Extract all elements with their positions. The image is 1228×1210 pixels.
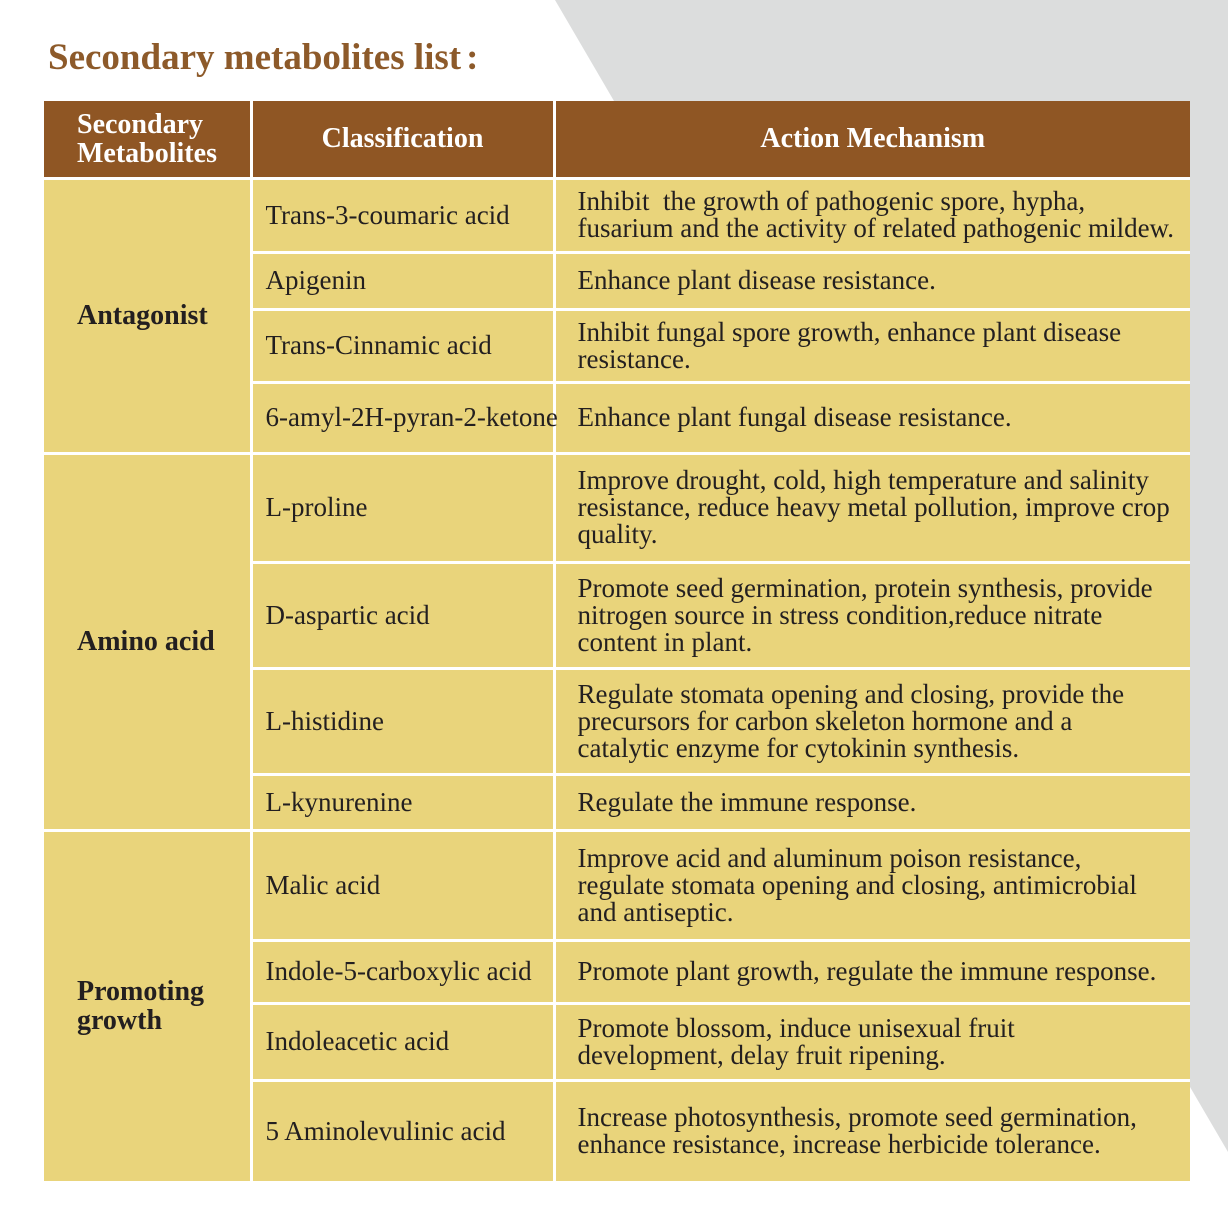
classification-cell: D-aspartic acid (251, 562, 554, 668)
table-row (44, 178, 1190, 252)
mechanism-cell: Promote seed germination, protein synthesis, provide nitrogen source in stress condition,reduce nitrate content in plant. (554, 562, 1190, 668)
mechanism-cell: Regulate stomata opening and closing, provide the precursors for carbon skeleton hormone and a catalytic enzyme for cytokinin synthesis. (554, 668, 1190, 774)
metabolites-table (44, 101, 1190, 1181)
classification-cell: Apigenin (251, 252, 554, 309)
mechanism-cell: Improve drought, cold, high temperature and salinity resistance, reduce heavy metal pollution, improve crop quality. (554, 453, 1190, 562)
group-label: Amino acid (44, 453, 251, 830)
classification-cell: L-histidine (251, 668, 554, 774)
classification-cell: Indole-5-carboxylic acid (251, 940, 554, 1003)
group-label: Promoting growth (44, 830, 251, 1181)
mechanism-cell: Inhibit fungal spore growth, enhance plant disease resistance. (554, 309, 1190, 382)
classification-cell: 5 Aminolevulinic acid (251, 1080, 554, 1181)
table-row (44, 453, 1190, 562)
mechanism-cell: Promote plant growth, regulate the immune response. (554, 940, 1190, 1003)
classification-cell: L-proline (251, 453, 554, 562)
classification-cell: Malic acid (251, 830, 554, 940)
title-colon (461, 36, 481, 80)
mechanism-cell: Improve acid and aluminum poison resistance, regulate stomata opening and closing, antimicrobial and antiseptic. (554, 830, 1190, 940)
table-body (44, 178, 1190, 1181)
page-title-text: Secondary metabolites list (48, 37, 462, 78)
mechanism-cell: Promote blossom, induce unisexual fruit development, delay fruit ripening. (554, 1003, 1190, 1080)
header-secondary-metabolites: Secondary Metabolites (44, 101, 251, 178)
mechanism-cell: Regulate the immune response. (554, 774, 1190, 830)
mechanism-cell: Enhance plant disease resistance. (554, 252, 1190, 309)
table-header-row (44, 101, 1190, 178)
mechanism-cell: Enhance plant fungal disease resistance. (554, 382, 1190, 453)
classification-cell: 6-amyl-2H-pyran-2-ketone (251, 382, 554, 453)
header-classification: Classification (251, 101, 554, 178)
table-row (44, 830, 1190, 940)
header-action-mechanism: Action Mechanism (554, 101, 1190, 178)
classification-cell: Trans-3-coumaric acid (251, 178, 554, 252)
classification-cell: Indoleacetic acid (251, 1003, 554, 1080)
mechanism-cell: Increase photosynthesis, promote seed germination, enhance resistance, increase herbicide tolerance. (554, 1080, 1190, 1181)
group-label: Antagonist (44, 178, 251, 453)
table-header (44, 101, 1190, 178)
classification-cell: L-kynurenine (251, 774, 554, 830)
classification-cell: Trans-Cinnamic acid (251, 309, 554, 382)
page-title (48, 36, 481, 80)
mechanism-cell: Inhibit the growth of pathogenic spore, hypha, fusarium and the activity of related pathogenic mildew. (554, 178, 1190, 252)
